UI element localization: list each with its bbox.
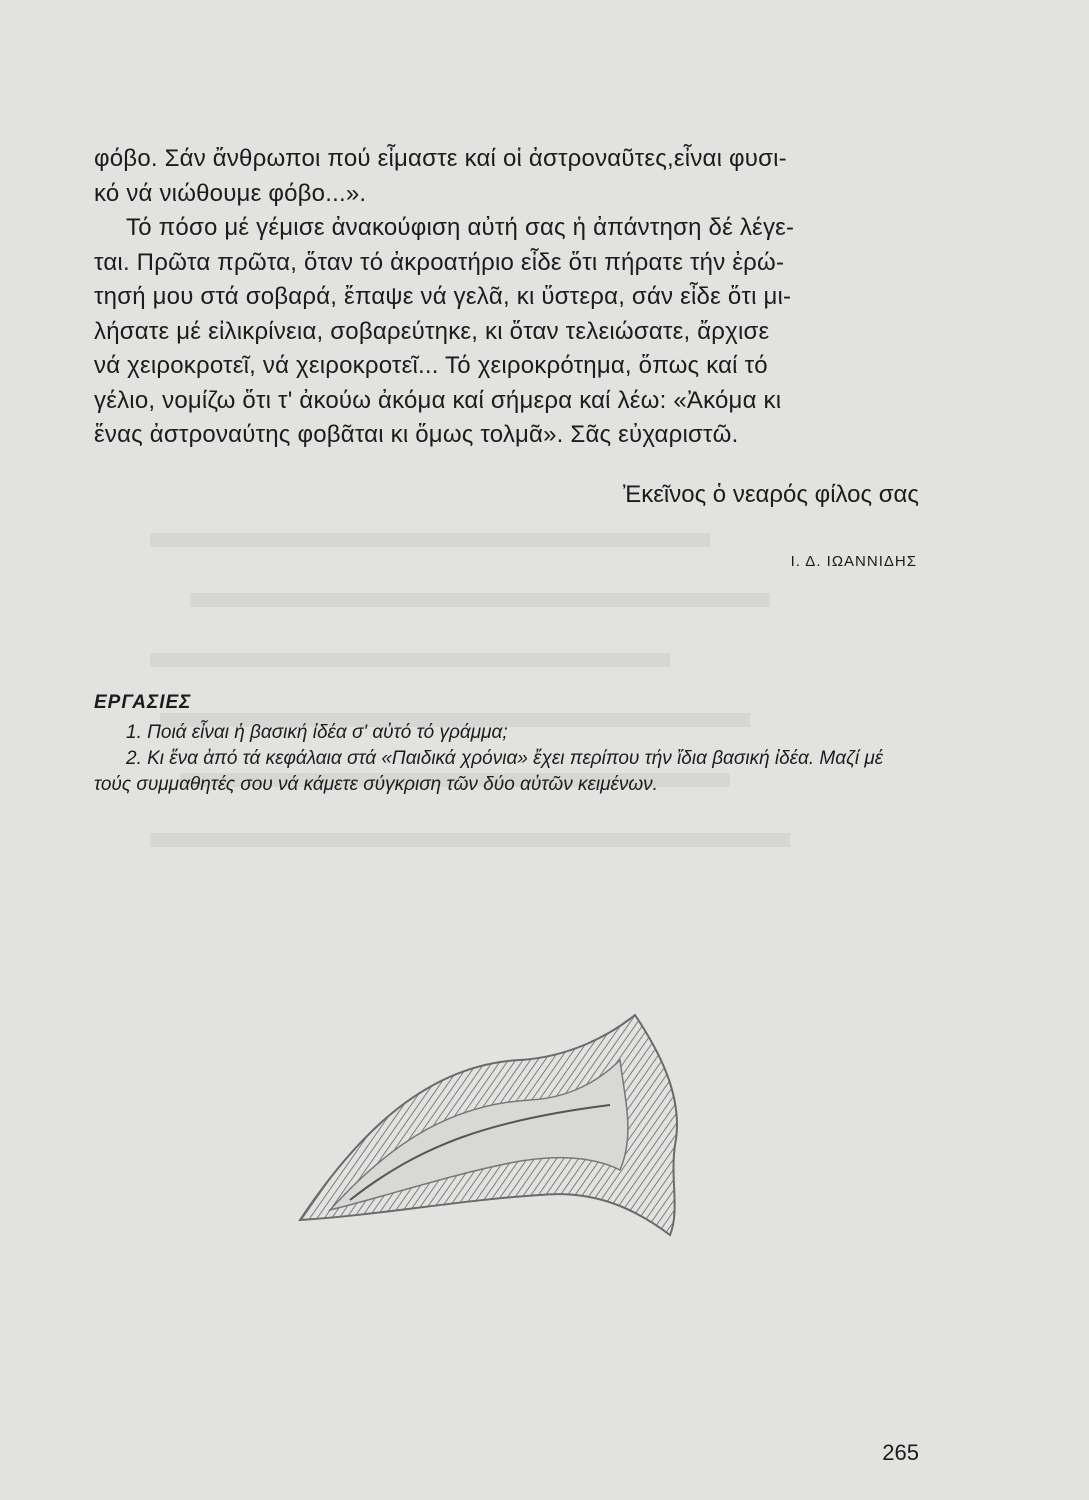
exercises-heading: ΕΡΓΑΣΙΕΣ (94, 692, 192, 713)
text-line: ται. Πρῶτα πρῶτα, ὅταν τό ἀκροατήριο εἶδε ὅτι πήρατε τήν ἐρώ- (94, 248, 785, 276)
letter-paragraph (94, 142, 922, 211)
text-line: κό νά νιώθουμε φόβο...». (94, 179, 367, 207)
text-line: φόβο. Σάν ἄνθρωποι πού εἶμαστε καί οἱ ἀστροναῦτες,εἶναι φυσι- (94, 145, 787, 172)
lips-illustration (290, 1005, 710, 1245)
letter-closing: Ἐκεῖνος ὁ νεαρός φίλος σας (622, 481, 919, 508)
text-line: τησή μου στά σοβαρά, ἔπαψε νά γελᾶ, κι ὕστερα, σάν εἶδε ὅτι μι- (94, 283, 792, 310)
text-line: ἕνας ἀστροναύτης φοβᾶται κι ὅμως τολμᾶ». Σᾶς εὐχαριστῶ. (94, 421, 739, 448)
text-line: νά χειροκροτεῖ, νά χειροκροτεῖ... Τό χειροκρότημα, ὅπως καί τό (94, 352, 768, 379)
page-number: 265 (882, 1440, 919, 1465)
author-signature: Ι. Δ. ΙΩΑΝΝΙΔΗΣ (790, 553, 917, 570)
exercise-item: 2. Κι ἕνα ἀπό τά κεφάλαια στά «Παιδικά χρόνια» ἔχει περίπου τήν ἴδια βασική ἰδέα. Μαζί μέ τούς συμμαθητές σου νά κάμετε σύγκριση τῶν δύο αὐτῶν κειμένων. (94, 748, 884, 795)
letter-paragraph (94, 211, 922, 453)
letter-body (94, 142, 922, 453)
text-line: γέλιο, νομίζω ὅτι τ' ἀκούω ἀκόμα καί σήμερα καί λέω: «Ἀκόμα κι (94, 386, 782, 414)
text-line: Τό πόσο μέ γέμισε ἀνακούφιση αὐτή σας ἡ ἀπάντηση δέ λέγε- (126, 214, 795, 241)
exercises-section (94, 690, 922, 798)
exercise-item: 1. Ποιά εἶναι ἡ βασική ἰδέα σ' αὐτό τό γράμμα; (126, 722, 508, 743)
text-line: λήσατε μέ εἰλικρίνεια, σοβαρεύτηκε, κι ὅταν τελειώσατε, ἄρχισε (94, 317, 770, 345)
